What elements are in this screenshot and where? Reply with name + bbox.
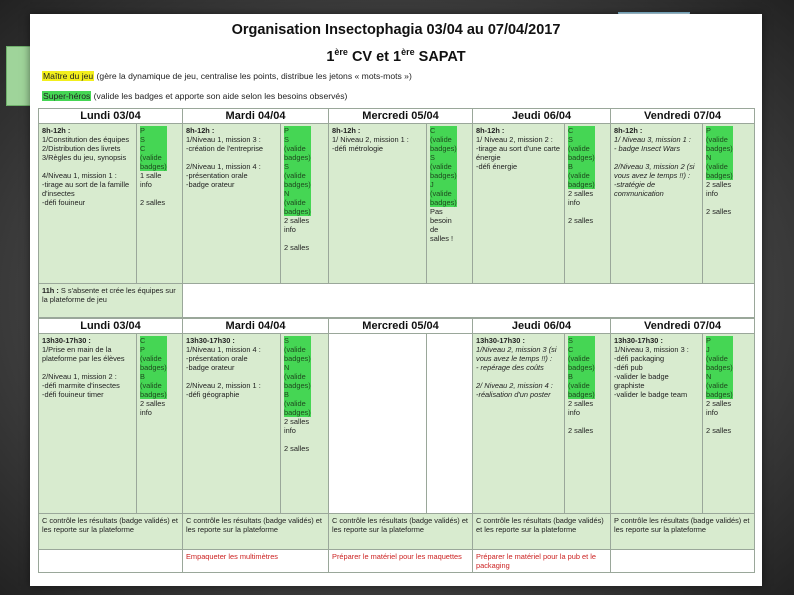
control-cell: C contrôle les résultats (badge validés) et les reporte sur la plateforme <box>329 514 473 550</box>
morning-row <box>39 124 755 284</box>
morning-side-vendredi: P (valide badges) N (valide badges) 2 salles info 2 salles <box>703 124 755 284</box>
control-cell: C contrôle les résultats (badge validés) et les reporte sur la plateforme <box>39 514 183 550</box>
afternoon-side-jeudi: S C (valide badges) B (valide badges) 2 salles info 2 salles <box>565 334 611 514</box>
day-header: Vendredi 07/04 <box>611 109 755 124</box>
legend-key-heros: Super-héros <box>43 91 91 101</box>
task-cell: Préparer le matériel pour la pub et le packaging <box>473 550 611 573</box>
morning-side-mardi: P S (valide badges) S (valide badges) N (valide badges) 2 salles info 2 salles <box>281 124 329 284</box>
control-cell: C contrôle les résultats (badge validés) et les reporte sur la plateforme <box>473 514 611 550</box>
morning-cell-mercredi: 8h-12h : 1/ Niveau 2, mission 1 : -défi métrologie <box>329 124 427 284</box>
day-header: Jeudi 06/04 <box>473 109 611 124</box>
morning-cell-vendredi: 8h-12h : 1/ Niveau 3, mission 1 : - badge Insect Wars 2/Niveau 3, mission 2 (si vous avez le temps !!) : -stratégie de communication <box>611 124 703 284</box>
super-heros-badge: C S (valide badges) B (valide badges) <box>568 126 595 189</box>
legend-super-heros <box>42 91 347 101</box>
afternoon-cell-lundi: 13h30-17h30 : 1/Prise en main de la plateforme par les élèves 2/Niveau 1, mission 2 : -défi marmite d'insectes -défi fouineur timer <box>39 334 137 514</box>
afternoon-side-vendredi: P J (valide badges) N (valide badges) 2 salles info 2 salles <box>703 334 755 514</box>
day-header: Lundi 03/04 <box>39 319 183 334</box>
noon-note-row <box>39 284 755 318</box>
day-header: Mardi 04/04 <box>183 319 329 334</box>
document-title: Organisation Insectophagia 03/04 au 07/04/2017 <box>231 22 561 38</box>
morning-header-row <box>39 109 755 124</box>
day-header: Mardi 04/04 <box>183 109 329 124</box>
super-heros-badge: C (valide badges) S (valide badges) J (valide badges) <box>430 126 457 207</box>
morning-side-mercredi: C (valide badges) S (valide badges) J (valide badges) Pas besoin de salles ! <box>427 124 473 284</box>
super-heros-badge: S C (valide badges) B (valide badges) <box>568 336 595 399</box>
super-heros-badge: P S (valide badges) S (valide badges) N (valide badges) <box>284 126 311 216</box>
afternoon-side-mercredi <box>427 334 473 514</box>
legend-key-maitre: Maître du jeu <box>43 71 94 81</box>
super-heros-badge: P S C (valide badges) <box>140 126 167 171</box>
day-header: Mercredi 05/04 <box>329 109 473 124</box>
afternoon-schedule-table <box>38 318 755 573</box>
super-heros-badge: P (valide badges) N (valide badges) <box>706 126 733 180</box>
document-subtitle: 1ère CV et 1ère SAPAT <box>326 47 466 65</box>
afternoon-cell-mercredi <box>329 334 427 514</box>
afternoon-cell-mardi: 13h30-17h30 : 1/Niveau 1, mission 4 : -présentation orale -badge orateur 2/Niveau 2, mission 1 : -défi géographie <box>183 334 281 514</box>
control-cell: C contrôle les résultats (badge validés) et les reporte sur la plateforme <box>183 514 329 550</box>
super-heros-badge: S (valide badges) N (valide badges) B (valide badges) <box>284 336 311 417</box>
task-cell <box>39 550 183 573</box>
afternoon-header-row <box>39 319 755 334</box>
morning-side-jeudi: C S (valide badges) B (valide badges) 2 salles info 2 salles <box>565 124 611 284</box>
task-cell: Empaqueter les multimètres <box>183 550 329 573</box>
day-header: Mercredi 05/04 <box>329 319 473 334</box>
morning-side-lundi: P S C (valide badges) 1 salle info 2 salles <box>137 124 183 284</box>
morning-cell-lundi: 8h-12h : 1/Constitution des équipes 2/Distribution des livrets 3/Règles du jeu, synopsis 4/Niveau 1, mission 1 : -tirage au sort de la famille d'insectes -défi fouineur <box>39 124 137 284</box>
noon-empty-cell <box>183 284 755 318</box>
day-header: Lundi 03/04 <box>39 109 183 124</box>
afternoon-side-mardi: S (valide badges) N (valide badges) B (valide badges) 2 salles info 2 salles <box>281 334 329 514</box>
day-header: Jeudi 06/04 <box>473 319 611 334</box>
document-sheet <box>30 14 762 586</box>
afternoon-side-lundi: C P (valide badges) B (valide badges) 2 salles info <box>137 334 183 514</box>
super-heros-badge: C P (valide badges) B (valide badges) <box>140 336 167 399</box>
day-header: Vendredi 07/04 <box>611 319 755 334</box>
task-cell <box>611 550 755 573</box>
afternoon-row <box>39 334 755 514</box>
legend-text-maitre: (gère la dynamique de jeu, centralise les points, distribue les jetons « mots-mots ») <box>94 71 412 81</box>
control-cell: P contrôle les résultats (badge validés) et les reporte sur la plateforme <box>611 514 755 550</box>
morning-cell-jeudi: 8h-12h : 1/ Niveau 2, mission 2 : -tirage au sort d'une carte énergie -défi énergie <box>473 124 565 284</box>
control-row <box>39 514 755 550</box>
task-row <box>39 550 755 573</box>
morning-schedule-table <box>38 108 755 318</box>
afternoon-cell-vendredi: 13h30-17h30 : 1/Niveau 3, mission 3 : -défi packaging -défi pub -valider le badge graphiste -valider le badge team <box>611 334 703 514</box>
task-cell: Préparer le matériel pour les maquettes <box>329 550 473 573</box>
morning-cell-mardi: 8h-12h : 1/Niveau 1, mission 3 : -création de l'entreprise 2/Niveau 1, mission 4 : -présentation orale -badge orateur <box>183 124 281 284</box>
legend-text-heros: (valide les badges et apporte son aide selon les besoins observés) <box>91 91 348 101</box>
noon-note-cell: 11h : S s'absente et crée les équipes sur la plateforme de jeu <box>39 284 183 318</box>
afternoon-cell-jeudi: 13h30-17h30 : 1/Niveau 2, mission 3 (si vous avez le temps !!) : - repérage des coûts 2/ Niveau 2, mission 4 : -réalisation d'un poster <box>473 334 565 514</box>
super-heros-badge: P J (valide badges) N (valide badges) <box>706 336 733 399</box>
legend-maitre-du-jeu <box>42 71 412 81</box>
